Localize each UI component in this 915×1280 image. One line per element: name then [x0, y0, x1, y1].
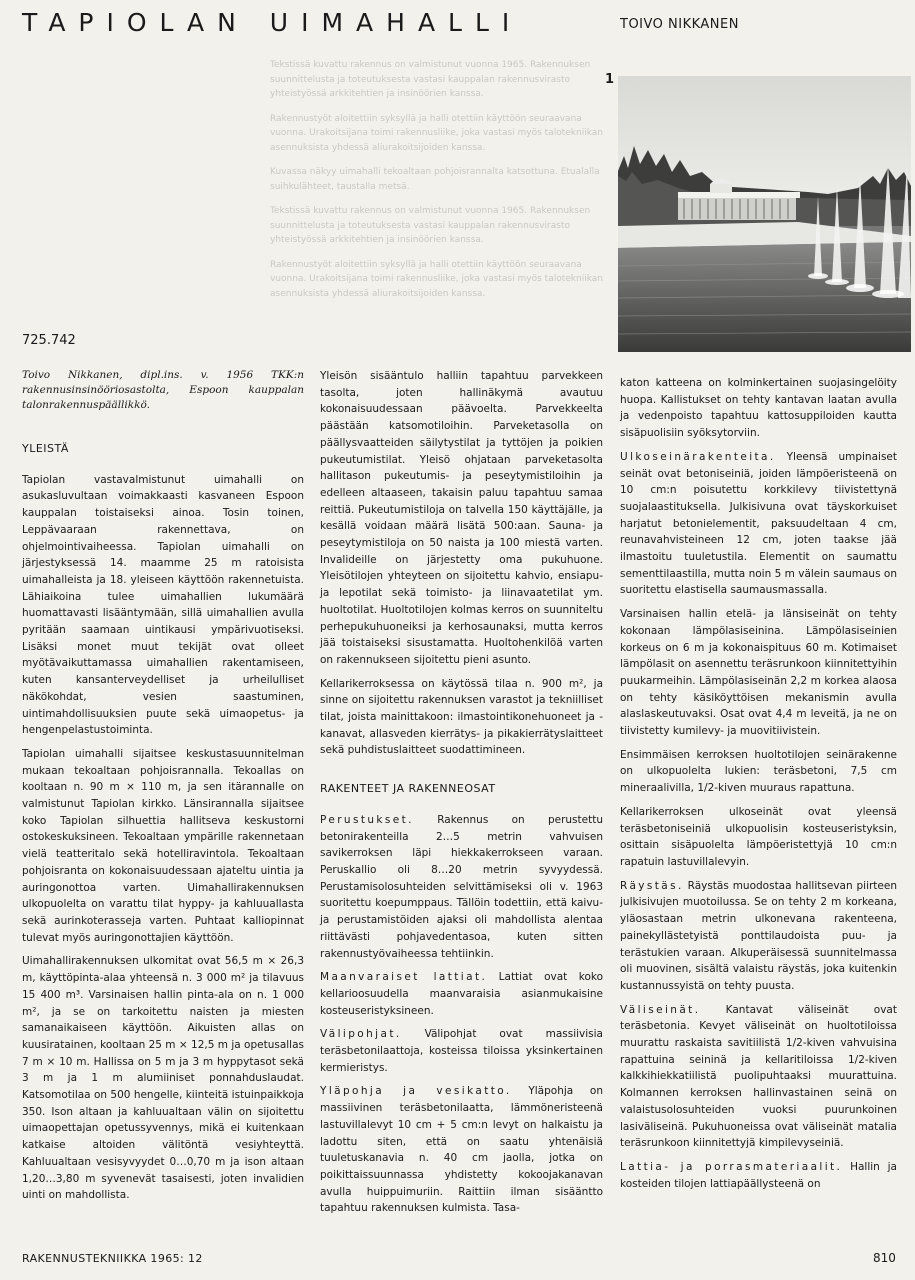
paragraph: Yleisön sisääntulo halliin tapahtuu parvekkeen tasolta, joten hallinäkymä avautuu kokonaisuudessaan päävoelta. Parvekkeelta päästään katsomotiloihin. Parveketasolla on päällysvaatteiden säilytystilat ja tyttöjen ja poikien pukeutumistilat. Yleisö ohjataan parveketasolta hallitason pukeutumis- ja peseytymistiloihin ja edelleen altaaseen, takaisin paluu tapahtuu samaa reittiä. Pukeutumistiloja on talvella 150 käyttäjälle, ja kesällä voidaan määrä lisätä 500:aan. Sauna- ja peseytymistiloja on 50 naista ja 100 miestä varten. Invalideille on järjestetty oma pukuhuone. Yleisötilojen yhteyteen on sijoitettu kahvio, ensiapu- ja lepotilat sekä toimisto- ja liinavaatetilat ym. huoltotilat. Huoltotilojen kolmas kerros on suunniteltu perhepukuhuoneiksi ja kerhosaunaksi, mutta kerros jää toistaiseksi sisustamatta. Huoltohenkilöä varten on rakennukseen sijoitettu pieni asunto. — [320, 370, 603, 666]
paragraph-lead: Maanvaraiset lattiat. — [320, 971, 488, 984]
text-column-2 — [320, 368, 603, 1224]
paragraph-lead: Räystäs. — [620, 879, 684, 892]
section-heading-general: YLEISTÄ — [22, 442, 69, 455]
text-column-1 — [22, 368, 304, 1211]
section-heading-structures: RAKENTEET JA RAKENNEOSAT — [320, 782, 496, 796]
classification-code: 725.742 — [22, 333, 76, 348]
paragraph — [620, 1159, 897, 1192]
author-byline: Toivo Nikkanen, dipl.ins. v. 1956 TKK:n rakennusinsinööriosastolta, Espoon kauppalan talonrakennuspäällikkö. — [22, 369, 304, 411]
paragraph-lead: Ulkoseinärakenteita. — [620, 450, 776, 463]
figure-number: 1 — [605, 72, 615, 87]
paragraph: Uimahallirakennuksen ulkomitat ovat 56,5 m × 26,3 m, käyttöpinta-alaa yhteensä n. 3 000 m² ja tilavuus 15 400 m³. Varsinaisen hallin pinta-ala on n. 1 000 m², ja se on tarkoitettu naisten ja miesten samanaikaiseen käyttöön. Aikuisten allas on kuusiratainen, kooltaan 25 m × 12,5 m ja opetusallas 7 m × 10 m. Hallissa on 5 m ja 3 m hyppytasot sekä 3 m ja 1 m alumiiniset ponnahduslaudat. Katsomotilaa on 500 hengelle, kiinteitä istuinpaikkoja 350. Ison altaan ja kahluualtaan välin on sijoitettu uimaopettajan opetussyvennys, mikä ei kuitenkaan katkaise altoiden välitöntä vesiyhteyttä. Kahluualtaan vesisyvyydet 0…0,70 m ja ison altaan 1,20…3,80 m syvenevät tasaisesti, joten invalidien uinti on mahdollista. — [22, 955, 304, 1202]
paragraph-body: Kantavat väliseinät ovat teräsbetonia. Kevyet väliseinät on huoltotiloissa muurattu raskaista savitiilistä 1/2-kiven vahvuisina rapattuina seininä ja kellaritiloissa 1/2-kiven kalkkihiekkatiilistä puolipuhtaaksi muurattuina. Kolmannen kerroksen hallinvastainen seinä on valaistusolosuhteiden vuoksi puurunkoinen lasiväliseinä. Pukuhuoneissa ovat väliseinät matalia teräsrunkoon kiinnitettyjä kimpilevyseiniä. — [620, 1003, 897, 1150]
bleed-through-text — [270, 58, 610, 388]
paragraph-lead: Väliseinät. — [620, 1003, 701, 1016]
paragraph-lead: Yläpohja ja vesikatto. — [320, 1085, 512, 1098]
paragraph-body: Lattiat ovat koko kellarioosuudella maanvaraisia asianmukaisine kosteuseristyksineen. — [320, 971, 604, 1017]
journal-footer: RAKENNUSTEKNIIKKA 1965: 12 — [22, 1252, 203, 1265]
paragraph: Varsinaisen hallin etelä- ja länsiseinät on tehty kokonaan lämpölasiseinina. Lämpölasiseinien korkeus on 6 m ja kokonaispituus 60 m. Kotimaiset lämpölasit on asennettu teräsrunkoon kiinnitettyihin puukarmeihin. Lämpölasiseinän 2,2 m korkea alaosa on tehty käsiköyttöisen mekanismin avulla alaslaskeutuvaksi. Osat ovat 4,4 m leveitä, ja ne on tiivistetty kumilevy- ja muovitiivistein. — [620, 608, 897, 738]
paragraph — [620, 449, 897, 599]
paragraph-body: Yläpohja on massiivinen teräsbetonilaatta, lämmöneristeenä lastuvillalevyt 10 cm + 5 cm:n levyt on halkaistu ja ladottu siten, että on saatu yhtenäisiä tuuletuskanavia n. 40 cm jaolla, jotka on poikittaissuunnassa yhdistetty kokoojakanavan avulla huippuimuriin. Raittiin ilman sisääntto tapahtuu rakennuksen kulmista. Tasa- — [320, 1085, 603, 1215]
paragraph — [320, 1026, 603, 1076]
paragraph-lead: Välipohjat. — [320, 1028, 402, 1041]
paragraph — [320, 812, 603, 962]
bleed-through-paragraph: Rakennustyöt aloitettiin syksyllä ja halli otettiin käyttöön seuraavana vuonna. Urakoitsijana toimi rakennusliike, joka vastasi myös talotekniikan asennuksista yhdessä aliurakoitsijoiden kanssa. — [270, 113, 603, 153]
bleed-through-paragraph: Kuvassa näkyy uimahalli tekoaltaan pohjoisrannalta katsottuna. Etualalla suihkulähteet, taustalla metsä. — [270, 167, 600, 192]
page-number: 810 — [873, 1251, 896, 1265]
paragraph — [620, 878, 897, 995]
paragraph-body: Yleensä umpinaiset seinät ovat betoniseiniä, joiden lämpöeristeenä on 10 cm:n poisutettu korkkilevy tiivistettynä suojalaastituksella. Julkisivuna ovat täyskorkuiset harjatut betonielementit, paksuudeltaan 4 cm, reunavahvisteineen 12 cm, joten taakse jää ilmastoitu tuuletustila. Elementit on saumattu sementtilaastilla, mutta noin 5 m välein saumaus on suoritettu elastisella saumausmassalla. — [620, 450, 897, 597]
paragraph: Kellarikerroksen ulkoseinät ovat yleensä teräsbetoniseiniä ulkopuolisin kosteuseristyksin, osittain sisäpuolelta lämpöeristettyjä 10 cm:n rapatuin lastuvillalevyin. — [620, 805, 897, 868]
paragraph: Tapiolan uimahalli sijaitsee keskustasuunnitelman mukaan tekoaltaan pohjoisrannalla. Tekoallas on kooltaan n. 90 m × 110 m, ja sen itärannalle on valmistunut Tapiolan kirkko. Länsirannalla sijaitsee koko Tapiolan silhuettia hallitseva keskustorni ostokeskuksineen. Tekoaltaan ympärille rakennetaan vielä teatteritalo sekä hotelliravintola. Tekoaltaan pohjoisranta on kokonaisuudessaan ajateltu uintia ja auringonottoa varten. Uimahallirakennuksen ulkopuolelta on varattu tilat hyppy- ja kahluuallasta sekä aurinkoterasseja varten. Puhtaat kalliopinnat tulevat myös auringonottajien käyttöön. — [22, 747, 304, 944]
paragraph: Kellarikerroksessa on käytössä tilaa n. 900 m², ja sinne on sijoitettu rakennuksen varastot ja tekniilliset tilat, joista mainittakoon: ilmastointikonehuoneet ja -kanavat, allasveden kierrätys- ja pikakierrätyslaitteet sekä puhdistuslaitteet suodattimineen. — [320, 677, 603, 757]
paragraph-lead: Perustukset. — [320, 813, 414, 826]
paragraph-body: Rakennus on perustettu betonirakenteilla 2…5 metrin vahvuisen savikerroksen läpi hiekkakerrokseen varaan. Peruskallio oli 8…20 metrin syvyydessä. Perustamisolosuhteiden selvittämiseksi oli v. 1963 suoritettu koepumppaus. Tällöin todettiin, että kaivu- ja perustamistöiden ajaksi oli mahdollista alentaa riittävästi pohjavedentasoa, kuten sitten rakennustyövaiheessa tehtiinkin. — [320, 813, 603, 960]
paragraph: Tapiolan vastavalmistunut uimahalli on asukasluvultaan voimakkaasti kasvaneen Espoon kauppalan toistaiseksi ainoa. Tosin toinen, Leppävaaraan rakennettava, on ohjelmointivaiheessa. Tapiolan uimahalli on järjestyksessä 14. maamme 25 m ratoisista uimahalleista ja 18. yleiseen käyttöön rakennetuista. Lähiaikoina tulee uimahallien lukumäärä huomattavasti lisääntymään, sillä uimahallien avulla pyritään saamaan uintikausi ympärivuotiseksi. Lisäksi monet muut tekijät ovat olleet myötävaikuttamassa uimahallien rakentamiseen, kuten kansanterveydelliset ja urheilulliset näkökohdat, vesien saastuminen, uintimahdollisuuksien puute sekä uimaopetus- ja hengenpelastustoiminta. — [22, 473, 304, 737]
paragraph: Ensimmäisen kerroksen huoltotilojen seinärakenne on ulkopuolelta lukien: teräsbetoni, 7,5 cm mineraalivilla, 1/2-kiven muuraus rapattuna. — [620, 748, 897, 795]
bleed-through-paragraph: Tekstissä kuvattu rakennus on valmistunut vuonna 1965. Rakennuksen suunnittelusta ja toteutuksesta vastasi kauppalan rakennusvirasto yhteistyössä arkkitehtien ja insinöörien kanssa. — [270, 206, 591, 245]
paragraph — [320, 969, 603, 1019]
paragraph-body: Hallin ja kosteiden tilojen lattiapäällysteenä on — [620, 1160, 897, 1190]
bleed-through-paragraph: Tekstissä kuvattu rakennus on valmistunut vuonna 1965. Rakennuksen suunnittelusta ja toteutuksesta vastasi kauppalan rakennusvirasto yhteistyössä arkkitehtien ja insinöörien kanssa. — [270, 60, 591, 99]
bleed-through-paragraph: Rakennustyöt aloitettiin syksyllä ja halli otettiin käyttöön seuraavana vuonna. Urakoitsijana toimi rakennusliike, joka vastasi myös talotekniikan asennuksista yhdessä aliurakoitsijoiden kanssa. — [270, 259, 603, 299]
paragraph-body: Välipohjat ovat massiivisia teräsbetonilaattoja, kosteissa tiloissa yksinkertainen kermieristys. — [320, 1028, 603, 1074]
paragraph — [620, 1002, 897, 1152]
text-column-3 — [620, 375, 897, 1199]
swimming-hall-photo — [618, 76, 911, 352]
paragraph-body: Räystäs muodostaa hallitsevan piirteen julkisivujen muotoilussa. Se on tehty 2 m korkeana, yläosastaan metrin ulkonevana rakenteena, painekyllästetyistä ponttilaudoista puu- ja terästukien varaan. Alkuperäisessä suunnitelmassa oli muovinen, sisältä valaistu räystäs, joka kuitenkin kustannussyistä on tehty puusta. — [620, 879, 897, 992]
article-title: TAPIOLAN UIMAHALLI — [22, 8, 523, 37]
article-author: TOIVO NIKKANEN — [620, 17, 739, 32]
paragraph-lead: Lattia- ja porrasmateriaalit. — [620, 1160, 843, 1173]
paragraph — [320, 1083, 603, 1217]
paragraph: katon katteena on kolminkertainen suojasingelöity huopa. Kallistukset on tehty kantavan laatan avulla ja vedenpoisto tapahtuu kattosuppiloiden kautta sisäpuolisiin syöksytorviin. — [620, 377, 897, 440]
